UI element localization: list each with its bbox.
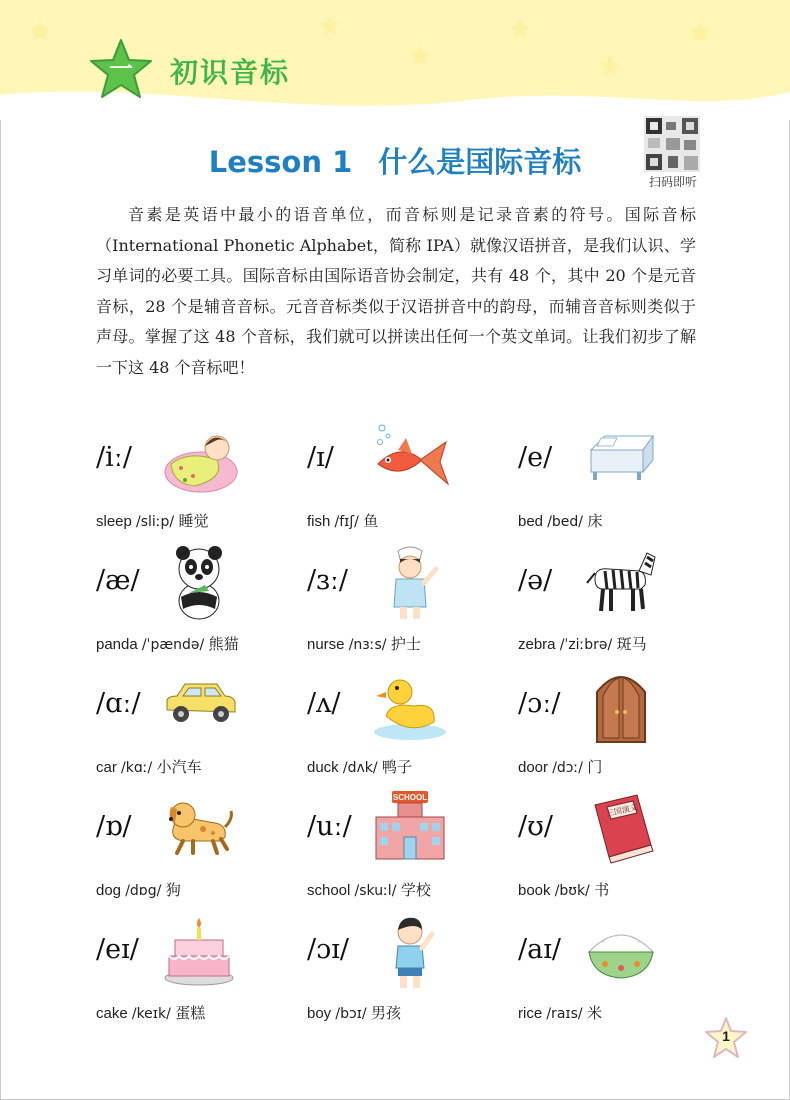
dog-icon (158, 789, 240, 869)
duck-icon (369, 666, 451, 746)
example-meaning: 书 (594, 881, 610, 899)
example-word: sleep (96, 513, 137, 530)
phonetic-entry (96, 924, 296, 1034)
phonetic-symbol: /uː/ (307, 811, 352, 842)
example-phonetic: /dʌk/ (342, 760, 383, 776)
phonetic-entry (518, 678, 718, 788)
qr-code-icon[interactable] (644, 116, 700, 172)
example-word-line (307, 1002, 401, 1023)
example-phonetic: /fɪʃ/ (334, 514, 364, 530)
example-meaning: 小汽车 (156, 758, 202, 776)
phonetic-entry (96, 432, 296, 542)
nurse-icon (369, 543, 451, 623)
cake-icon (158, 912, 240, 992)
example-word-line (518, 756, 602, 777)
example-word-line (518, 879, 609, 900)
book-cover-text: 三国演义 (605, 802, 639, 819)
example-word-line (96, 756, 202, 777)
example-word: book (518, 882, 555, 899)
boy-icon (369, 912, 451, 992)
example-word: panda (96, 636, 142, 653)
phonetic-entry (307, 678, 507, 788)
example-phonetic: /dɒg/ (125, 883, 166, 899)
section-title: 初识音标 (170, 56, 291, 89)
example-phonetic: /kɑː/ (121, 760, 157, 776)
phonetic-symbol: /ɒ/ (96, 811, 132, 842)
example-meaning: 男孩 (371, 1004, 402, 1022)
example-word: fish (307, 513, 335, 530)
example-word: cake (96, 1005, 132, 1022)
example-meaning: 护士 (390, 635, 421, 653)
example-word-line (307, 756, 412, 777)
goldfish-icon (369, 420, 451, 500)
phonetic-entry (307, 432, 507, 542)
example-meaning: 蛋糕 (175, 1004, 206, 1022)
example-word-line (96, 510, 209, 531)
phonetic-entry (518, 555, 718, 665)
phonetic-symbol: /iː/ (96, 442, 132, 473)
example-phonetic: /bɔɪ/ (335, 1006, 372, 1022)
lesson-name: 什么是国际音标 (378, 145, 582, 179)
phonetic-entry (518, 432, 718, 542)
example-word: school (307, 882, 355, 899)
example-word-line (518, 633, 647, 654)
example-meaning: 米 (587, 1004, 603, 1022)
example-meaning: 门 (587, 758, 603, 776)
example-word: door (518, 759, 553, 776)
school-icon (369, 789, 451, 869)
phonetic-entry (518, 801, 718, 911)
phonetic-entry (307, 924, 507, 1034)
example-word: rice (518, 1005, 547, 1022)
example-meaning: 鸭子 (382, 758, 413, 776)
example-meaning: 狗 (165, 881, 181, 899)
panda-icon (158, 543, 240, 623)
phonetic-symbol: /ɜː/ (307, 565, 349, 596)
qr-label: 扫码即听 (648, 175, 697, 189)
bed-icon (580, 420, 662, 500)
example-meaning: 床 (587, 512, 603, 530)
example-phonetic: /skuːl/ (354, 883, 401, 899)
phonetic-entry (518, 924, 718, 1034)
phonetic-symbol: /ə/ (518, 565, 553, 596)
phonetic-symbol: /ʌ/ (307, 688, 341, 719)
phonetic-entry (96, 801, 296, 911)
phonetic-symbol: /ɪ/ (307, 442, 334, 473)
phonetic-symbol: /eɪ/ (96, 934, 139, 965)
example-word-line (307, 633, 421, 654)
page-number: 1 (722, 1028, 730, 1044)
example-word: bed (518, 513, 548, 530)
example-word: dog (96, 882, 126, 899)
example-word-line (518, 1002, 602, 1023)
example-meaning: 睡觉 (178, 512, 209, 530)
example-phonetic: /ˈziːbrə/ (559, 637, 617, 653)
phonetic-symbol: /ɔː/ (518, 688, 561, 719)
car-icon (158, 666, 240, 746)
example-meaning: 学校 (400, 881, 431, 899)
example-word: duck (307, 759, 343, 776)
sleeping-child-icon (158, 420, 240, 500)
example-word: car (96, 759, 122, 776)
example-phonetic: /sliːp/ (136, 514, 179, 530)
section-badge-star-icon (88, 37, 154, 103)
phonetic-symbol: /aɪ/ (518, 934, 561, 965)
section-badge-number: 一 (109, 55, 133, 83)
book-icon (580, 789, 662, 869)
example-meaning: 鱼 (363, 512, 379, 530)
phonetic-entry (307, 793, 507, 911)
school-sign-text: SCHOOL (392, 793, 428, 802)
example-word-line (518, 510, 603, 531)
intro-paragraph: 音素是英语中最小的语音单位，而音标则是记录音素的符号。国际音标（International Phonetic Alphabet，简称 IPA）就像汉语拼音，是我们认识、学习单词的必要工具。国际音标由国际语音协会制定，共有 48 个，其中 20 个是元音音标，28 个是辅音音标。元音音标类似于汉语拼音中的韵母，而辅音音标则类似于声母。掌握了这 48 个音标，我们就可以拼读出任何一个英文单词。让我们初步了解一下这 48 个音标吧！ (96, 205, 696, 377)
example-phonetic: /raɪs/ (546, 1006, 588, 1022)
phonetic-entry (307, 555, 507, 665)
example-word: boy (307, 1005, 336, 1022)
example-word: zebra (518, 636, 560, 653)
phonetic-symbol: /ɑː/ (96, 688, 141, 719)
phonetic-entry (96, 678, 296, 788)
lesson-number: Lesson 1 (208, 145, 353, 179)
example-phonetic: /keɪk/ (131, 1006, 176, 1022)
phonetic-symbol: /ɔɪ/ (307, 934, 349, 965)
example-word-line (96, 879, 181, 900)
example-word-line (96, 633, 239, 654)
phonetic-symbol: /e/ (518, 442, 553, 473)
example-meaning: 熊猫 (208, 635, 239, 653)
example-phonetic: /bʊk/ (554, 883, 595, 899)
example-word-line (307, 879, 431, 900)
zebra-icon (580, 543, 662, 623)
example-word-line (96, 1002, 205, 1023)
example-word-line (307, 510, 378, 531)
example-word: nurse (307, 636, 349, 653)
phonetic-entry (96, 555, 296, 665)
example-phonetic: /ˈpændə/ (141, 637, 209, 653)
example-meaning: 斑马 (616, 635, 647, 653)
page-number-star-icon (704, 1016, 748, 1060)
example-phonetic: /bed/ (547, 514, 588, 530)
rice-bowl-icon (580, 912, 662, 992)
phonetic-symbol: /ʊ/ (518, 811, 553, 842)
example-phonetic: /nɜːs/ (348, 637, 391, 653)
phonetic-symbol: /æ/ (96, 565, 140, 596)
door-icon (580, 666, 662, 746)
example-phonetic: /dɔː/ (552, 760, 588, 776)
